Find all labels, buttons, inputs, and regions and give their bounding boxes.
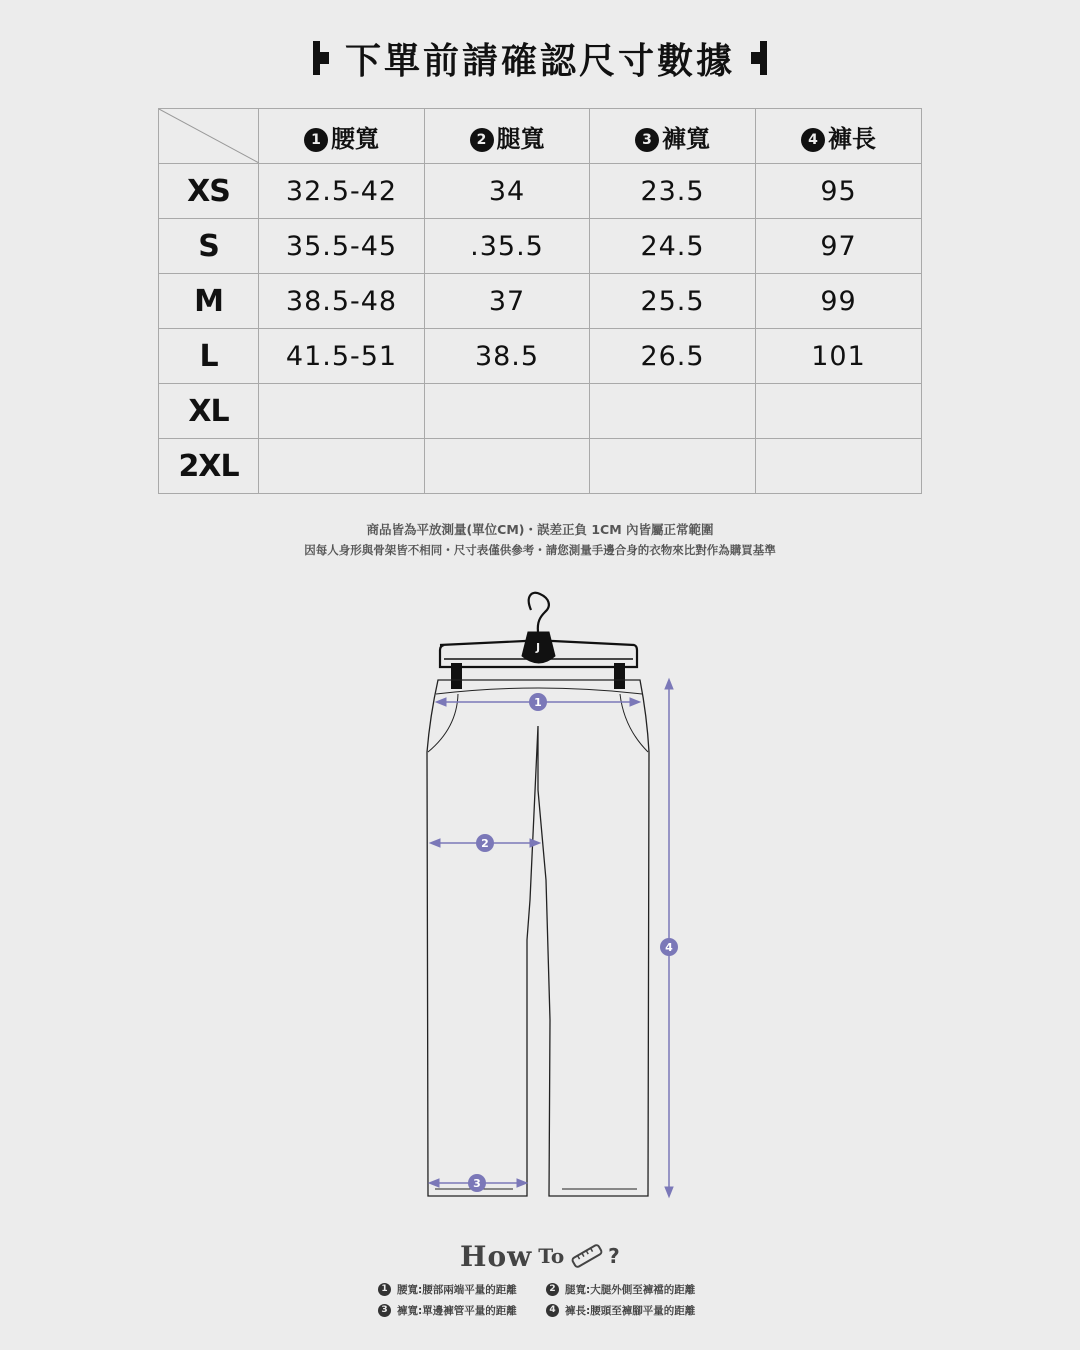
- size-label: XL: [159, 384, 259, 439]
- marker-1-label: 1: [534, 696, 542, 709]
- table-cell: 95: [756, 164, 922, 219]
- size-label: XS: [159, 164, 259, 219]
- measurement-note-line1: 商品皆為平放測量(單位CM)・誤差正負 1CM 內皆屬正常範圍: [366, 522, 714, 537]
- legend-text: 褲長:腰頭至褲腳平量的距離: [565, 1305, 696, 1317]
- table-cell: 99: [756, 274, 922, 329]
- table-cell: 97: [756, 219, 922, 274]
- table-cell: 23.5: [590, 164, 756, 219]
- column-header-label: 腰寬: [331, 124, 379, 153]
- hanger-clip-left-icon: [451, 663, 462, 689]
- legend-badge: 2: [546, 1283, 559, 1296]
- marker-3-label: 3: [473, 1177, 481, 1190]
- legend-text: 腿寬:大腿外側至褲襠的距離: [565, 1284, 696, 1296]
- legend-badge: 4: [546, 1304, 559, 1317]
- table-cell: 25.5: [590, 274, 756, 329]
- column-number-badge: 1: [304, 128, 328, 152]
- hanger-hook-icon: [529, 593, 549, 632]
- column-header-label: 腿寬: [496, 124, 545, 153]
- table-cell: 35.5-45: [259, 219, 425, 274]
- table-cell: 41.5-51: [259, 329, 425, 384]
- legend-badge: 3: [378, 1304, 391, 1317]
- size-label: 2XL: [159, 439, 259, 494]
- table-cell: 38.5-48: [259, 274, 425, 329]
- how-to-question: ?: [608, 1244, 620, 1268]
- table-cell: 38.5: [425, 329, 590, 384]
- measurement-note-line2: 因每人身形與骨架皆不相同・尺寸表僅供參考・請您測量手邊合身的衣物來比對作為購買基準: [304, 543, 776, 557]
- legend-badge: 1: [378, 1283, 391, 1296]
- hanger-logo: J: [535, 641, 541, 654]
- how-to-heading: [460, 1238, 620, 1274]
- column-number-badge: 2: [470, 128, 494, 152]
- measurement-legend: [378, 1282, 718, 1318]
- column-header-label: 褲長: [828, 124, 876, 153]
- title-text: 下單前請確認尺寸數據: [344, 40, 735, 82]
- how-to-how: How: [460, 1239, 533, 1273]
- table-cell: 24.5: [590, 219, 756, 274]
- legend-item: [378, 1303, 546, 1318]
- table-cell: .35.5: [425, 219, 590, 274]
- marker-4-label: 4: [665, 941, 673, 954]
- legend-text: 腰寬:腰部兩端平量的距離: [397, 1284, 517, 1296]
- pants-outline: [427, 680, 649, 1196]
- legend-item: [546, 1303, 714, 1318]
- legend-text: 褲寬:單邊褲管平量的距離: [397, 1305, 517, 1317]
- how-to-to: To: [538, 1244, 565, 1268]
- legend-item: [378, 1282, 546, 1297]
- marker-2-label: 2: [481, 837, 489, 850]
- size-label: M: [159, 274, 259, 329]
- table-cell: 32.5-42: [259, 164, 425, 219]
- size-label: L: [159, 329, 259, 384]
- legend-item: [546, 1282, 714, 1297]
- size-label: S: [159, 219, 259, 274]
- column-number-badge: 4: [801, 128, 825, 152]
- hanger-clip-right-icon: [614, 663, 625, 689]
- column-number-badge: 3: [635, 128, 659, 152]
- table-cell: 101: [756, 329, 922, 384]
- table-cell: 26.5: [590, 329, 756, 384]
- column-header-label: 褲寬: [662, 124, 710, 153]
- table-cell: 37: [425, 274, 590, 329]
- table-cell: 34: [425, 164, 590, 219]
- tape-measure-icon: [570, 1243, 604, 1269]
